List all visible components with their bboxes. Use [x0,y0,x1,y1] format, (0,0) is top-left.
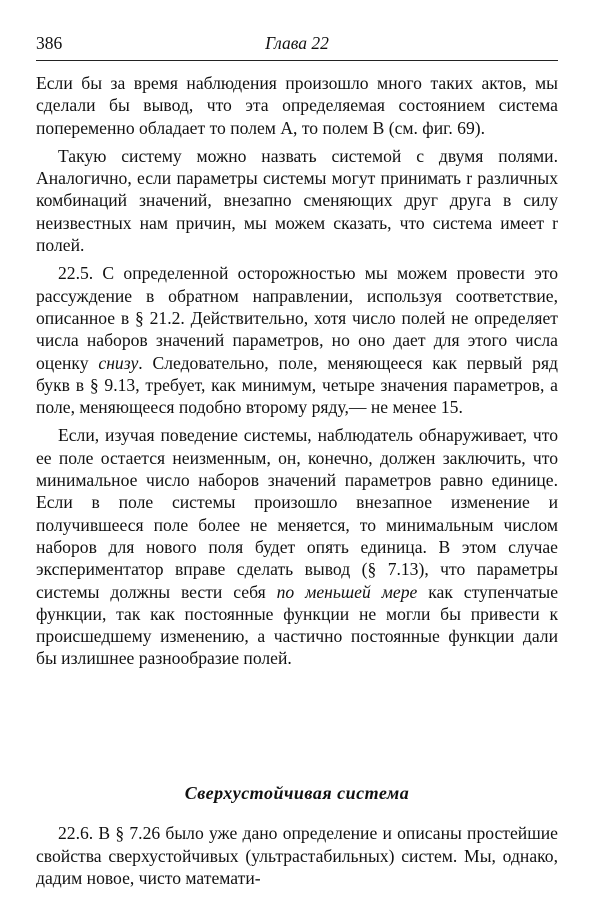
body-text [36,72,558,676]
paragraph-two-fields: Такую систему можно назвать системой с двумя полями. Аналогично, если параметры системы могут принимать r различных комбинаций значений, внезапно сменяющих друг друга в силу неизвестных нам причин, мы можем сказать, что система имеет r полей. [36,145,558,256]
paragraph-22-5 [36,262,558,418]
section-heading: Сверхустойчивая система [184,783,410,803]
paragraph-22-6: 22.6. В § 7.26 было уже дано определение и описаны простейшие свойства сверхустойчивых (ультрастабильных) систем. Мы, однако, дадим новое, чисто математи- [36,823,558,888]
paragraph-continued: Если бы за время наблюдения произошло много таких актов, мы сделали бы вывод, что эта определяемая состоянием система попеременно обладает то полем A, то полем B (см. фиг. 69). [36,73,558,138]
paragraph-observer [36,424,558,669]
page-number: 386 [36,33,63,53]
emphasis-text: по меньшей мере [276,581,418,602]
paragraph-text: Если, изучая поведение системы, наблюдатель обнаруживает, что ее поле остается неизменным, он, конечно, должен заключить, что минимальное число наборов значений параметров равно единице. Если в поле системы произошло внезапное изменение и получившееся поле более не меняется, то минимальным числом наборов для нового поля будет опять единица. В этом случае экспериментатор вправе сделать вывод (§ 7.13), что параметры системы должны вести себя [36,425,558,602]
running-header [36,30,558,61]
paragraph-text: . Следовательно, поле, меняющееся как первый ряд букв в § 9.13, требует, как минимум, четыре значения параметров, а поле, меняющееся подобно второму ряду,— не менее 15. [36,352,558,418]
paragraph-text: как ступенчатые функции, так как постоянные функции не могли бы привести к происшедшему изменению, а частично постоянные функции дали бы излишнее разнообразие полей. [36,581,558,669]
chapter-title: Глава 22 [265,33,329,53]
emphasis-text: снизу [98,352,139,373]
paragraph-text: 22.5. С определенной осторожностью мы можем провести это рассуждение в обратном направлении, используя соответствие, описанное в § 21.2. Действительно, хотя число полей не определяет числа наборов значений параметров, но оно дает для этого числа оценку [36,263,558,373]
